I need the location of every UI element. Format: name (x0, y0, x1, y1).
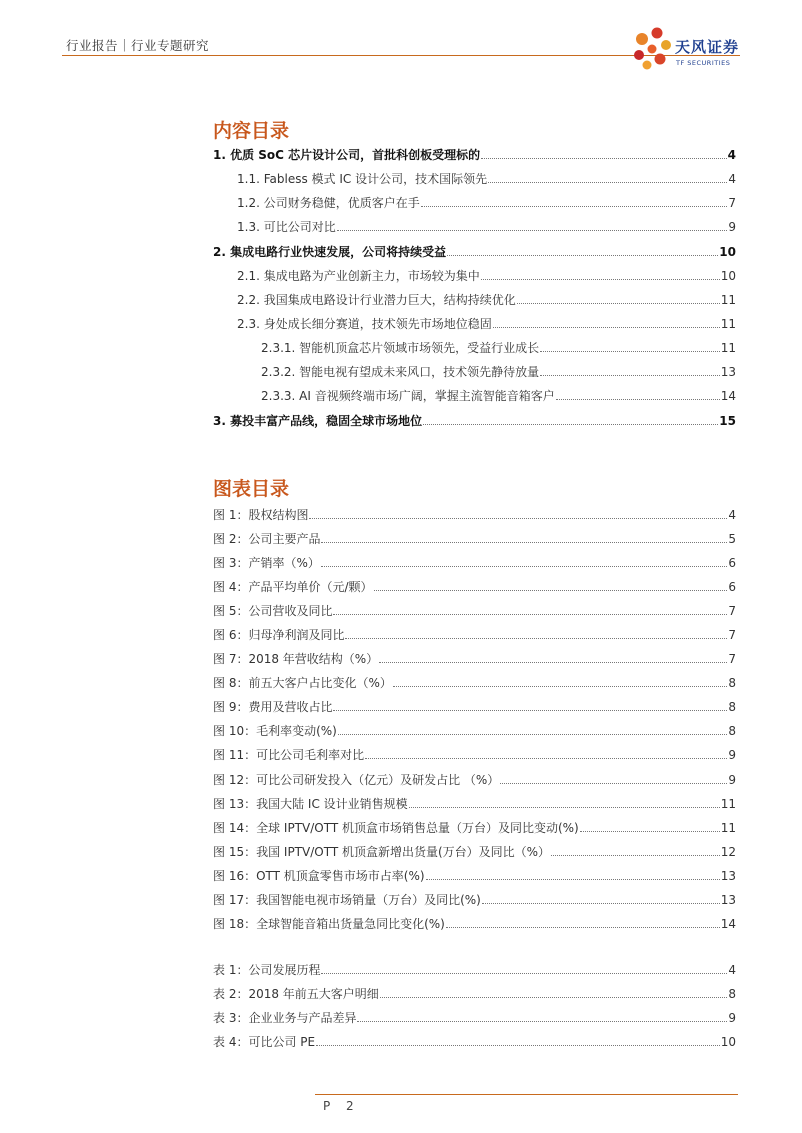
figure-item[interactable] (213, 531, 736, 547)
figure-item[interactable] (213, 699, 736, 715)
figure-item[interactable] (213, 555, 736, 571)
leader-dots (374, 590, 728, 591)
leader-dots (580, 831, 720, 832)
logo-english-name: TF SECURITIES (676, 59, 731, 67)
figure-item[interactable] (213, 820, 736, 836)
leader-dots (345, 638, 727, 639)
toc-item-label: 2.3.3. AI 音视频终端市场广阔，掌握主流智能音箱客户 (261, 389, 555, 403)
toc-title: 内容目录 (213, 120, 290, 142)
toc-item-label: 1.1. Fabless 模式 IC 设计公司，技术国际领先 (237, 172, 488, 186)
company-logo (630, 25, 745, 73)
table-item-label: 表 1：公司发展历程 (213, 963, 321, 977)
table-item[interactable] (213, 986, 736, 1002)
leader-dots (500, 783, 727, 784)
leader-dots (481, 158, 727, 159)
page-number: P 2 (323, 1099, 360, 1113)
table-item[interactable] (213, 1034, 736, 1050)
leader-dots (551, 855, 720, 856)
figure-item-label: 图 12：可比公司研发投入（亿元）及研发占比 （%） (213, 773, 500, 787)
table-item-page: 10 (720, 1035, 736, 1049)
figure-item-label: 图 5：公司营收及同比 (213, 604, 333, 618)
figure-item[interactable] (213, 892, 736, 908)
figure-item-page: 13 (720, 893, 736, 907)
figure-item-page: 7 (728, 652, 736, 666)
toc-item-label: 1.2. 公司财务稳健，优质客户在手 (237, 196, 420, 210)
toc-item-page: 4 (728, 172, 736, 186)
figure-item-page: 6 (728, 556, 736, 570)
leader-dots (426, 879, 720, 880)
leader-dots (482, 903, 720, 904)
toc-item[interactable] (237, 268, 736, 284)
figure-item-label: 图 4：产品平均单价（元/颗） (213, 580, 373, 594)
toc-item[interactable] (261, 388, 736, 404)
figure-item-label: 图 1：股权结构图 (213, 508, 309, 522)
toc-item[interactable] (237, 292, 736, 308)
figure-item[interactable] (213, 675, 736, 691)
leader-dots (357, 1021, 727, 1022)
toc-item[interactable] (213, 244, 736, 260)
figure-item-label: 图 14：全球 IPTV/OTT 机顶盒市场销售总量（万台）及同比变动(%) (213, 821, 579, 835)
toc-item[interactable] (237, 219, 736, 235)
toc-item-label: 2.3. 身处成长细分赛道，技术领先市场地位稳固 (237, 317, 492, 331)
figure-item[interactable] (213, 916, 736, 932)
figure-item[interactable] (213, 747, 736, 763)
figure-item-label: 图 17：我国智能电视市场销量（万台）及同比(%) (213, 893, 481, 907)
figure-item[interactable] (213, 723, 736, 739)
leader-dots (409, 807, 720, 808)
leader-dots (493, 327, 720, 328)
toc-item-page: 13 (720, 365, 736, 379)
leader-dots (556, 399, 720, 400)
footer-divider (315, 1094, 738, 1095)
figure-item-page: 6 (728, 580, 736, 594)
toc-item-label: 2.1. 集成电路为产业创新主力，市场较为集中 (237, 269, 480, 283)
toc-item-page: 11 (720, 341, 736, 355)
figure-item-page: 12 (720, 845, 736, 859)
figure-item-label: 图 13：我国大陆 IC 设计业销售规模 (213, 797, 408, 811)
figure-item-page: 8 (728, 700, 736, 714)
table-item-label: 表 2：2018 年前五大客户明细 (213, 987, 379, 1001)
toc-item[interactable] (261, 340, 736, 356)
toc-item-page: 7 (728, 196, 736, 210)
header-report-type: 行业报告｜行业专题研究 (66, 38, 210, 53)
figure-item-page: 4 (728, 508, 736, 522)
leader-dots (321, 973, 727, 974)
leader-dots (321, 566, 728, 567)
figure-item-label: 图 7：2018 年营收结构（%） (213, 652, 379, 666)
leader-dots (393, 686, 728, 687)
figure-item-label: 图 6：归母净利润及同比 (213, 628, 345, 642)
toc-item-label: 1.3. 可比公司对比 (237, 220, 336, 234)
leader-dots (540, 351, 720, 352)
leader-dots (333, 710, 727, 711)
figure-item-label: 图 8：前五大客户占比变化（%） (213, 676, 392, 690)
toc-item-page: 9 (728, 220, 736, 234)
toc-item-page: 10 (720, 269, 736, 283)
toc-item-label: 2.3.1. 智能机顶盒芯片领域市场领先，受益行业成长 (261, 341, 540, 355)
leader-dots (338, 734, 728, 735)
figure-item-page: 11 (720, 797, 736, 811)
figure-item-label: 图 15：我国 IPTV/OTT 机顶盒新增出货量(万台）及同比（%） (213, 845, 551, 859)
figure-item-page: 7 (728, 604, 736, 618)
figure-item-label: 图 10：毛利率变动(%) (213, 724, 337, 738)
toc-item[interactable] (237, 195, 736, 211)
leader-dots (517, 303, 720, 304)
flower-logo-icon (630, 25, 674, 73)
table-item[interactable] (213, 962, 736, 978)
table-item[interactable] (213, 1010, 736, 1026)
figure-item-label: 图 9：费用及营收占比 (213, 700, 333, 714)
figure-item-page: 8 (728, 724, 736, 738)
figure-item-page: 5 (728, 532, 736, 546)
figure-item-page: 9 (728, 748, 736, 762)
toc-item-page: 11 (720, 317, 736, 331)
figure-item[interactable] (213, 868, 736, 884)
table-item-page: 4 (728, 963, 736, 977)
figure-item[interactable] (213, 627, 736, 643)
figure-item-page: 11 (720, 821, 736, 835)
figure-item-label: 图 2：公司主要产品 (213, 532, 321, 546)
toc-item-page: 4 (727, 148, 736, 162)
toc-item[interactable] (213, 147, 736, 163)
leader-dots (446, 927, 720, 928)
figure-item-page: 8 (728, 676, 736, 690)
figure-item[interactable] (213, 796, 736, 812)
leader-dots (316, 1045, 720, 1046)
toc-item-label: 1. 优质 SoC 芯片设计公司，首批科创板受理标的 (213, 148, 481, 162)
table-item-page: 8 (728, 987, 736, 1001)
figure-item-page: 14 (720, 917, 736, 931)
logo-chinese-name: 天风证券 (675, 38, 740, 56)
figure-item-page: 13 (720, 869, 736, 883)
toc-item[interactable] (237, 316, 736, 332)
leader-dots (309, 518, 727, 519)
figure-item[interactable] (213, 507, 736, 523)
figure-item-label: 图 18：全球智能音箱出货量急同比变化(%) (213, 917, 445, 931)
toc-item-page: 11 (720, 293, 736, 307)
figure-list-title: 图表目录 (213, 478, 290, 500)
toc-item[interactable] (213, 413, 736, 429)
leader-dots (447, 255, 718, 256)
toc-item-label: 2.2. 我国集成电路设计行业潜力巨大，结构持续优化 (237, 293, 516, 307)
toc-item-page: 14 (720, 389, 736, 403)
toc-item-page: 15 (719, 414, 736, 428)
figure-item-page: 7 (728, 628, 736, 642)
figure-item[interactable] (213, 844, 736, 860)
figure-item-page: 9 (728, 773, 736, 787)
table-item-page: 9 (728, 1011, 736, 1025)
toc-item-page: 10 (719, 245, 736, 259)
leader-dots (421, 206, 728, 207)
table-item-label: 表 4：可比公司 PE (213, 1035, 316, 1049)
leader-dots (380, 997, 728, 998)
leader-dots (540, 375, 720, 376)
leader-dots (321, 542, 727, 543)
leader-dots (379, 662, 727, 663)
figure-item[interactable] (213, 603, 736, 619)
leader-dots (333, 614, 727, 615)
figure-item-label: 图 16：OTT 机顶盒零售市场市占率(%) (213, 869, 425, 883)
table-item-label: 表 3：企业业务与产品差异 (213, 1011, 357, 1025)
toc-item-label: 2. 集成电路行业快速发展，公司将持续受益 (213, 245, 447, 259)
figure-item[interactable] (213, 772, 736, 788)
figure-item-label: 图 11：可比公司毛利率对比 (213, 748, 365, 762)
leader-dots (423, 424, 718, 425)
leader-dots (337, 230, 728, 231)
toc-item-label: 2.3.2. 智能电视有望成未来风口，技术领先静待放量 (261, 365, 540, 379)
leader-dots (365, 758, 727, 759)
toc-item[interactable] (261, 364, 736, 380)
leader-dots (488, 182, 727, 183)
figure-item[interactable] (213, 579, 736, 595)
figure-item[interactable] (213, 651, 736, 667)
toc-item[interactable] (237, 171, 736, 187)
toc-item-label: 3. 募投丰富产品线，稳固全球市场地位 (213, 414, 423, 428)
figure-item-label: 图 3：产销率（%） (213, 556, 320, 570)
leader-dots (481, 279, 720, 280)
